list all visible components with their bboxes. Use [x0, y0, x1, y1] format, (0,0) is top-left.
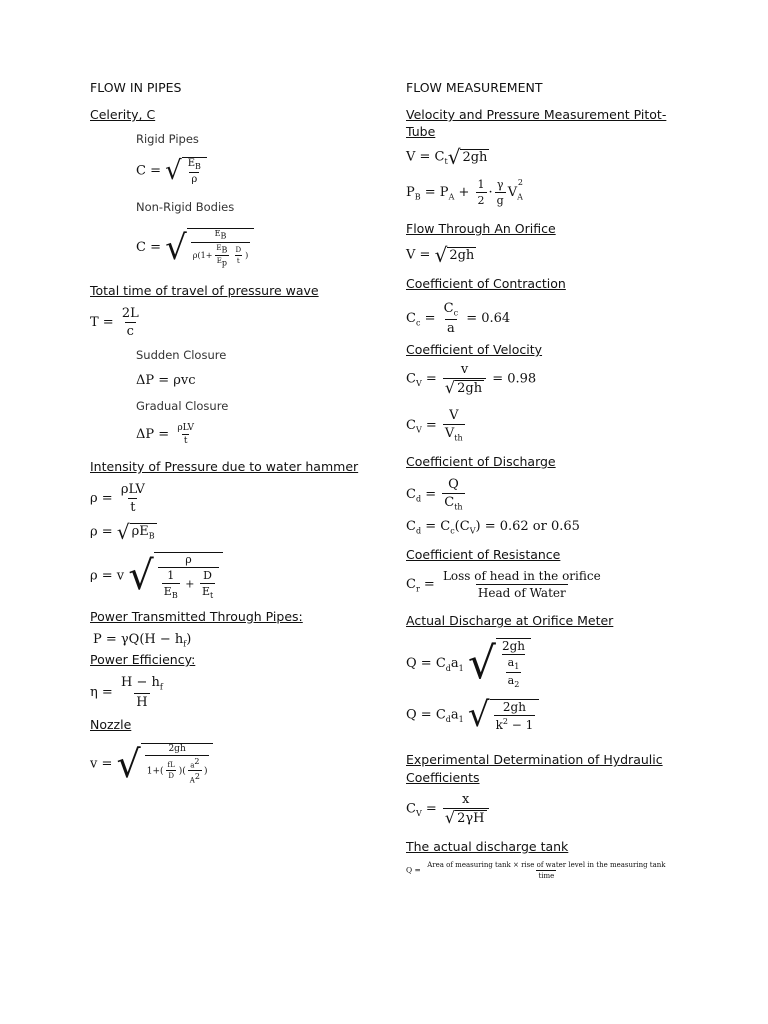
pitot-title-line1: Velocity and Pressure Measurement Pitot- — [406, 107, 667, 122]
rigid-celerity-equation: C = √ $\frac{E_B}{\rho}$ — [136, 157, 207, 185]
tank-equation: Q = Area of measuring tank × rise of water level in the measuring tank time — [406, 861, 666, 880]
travel-time-title: Total time of travel of pressure wave — [90, 283, 319, 298]
resistance-equation: $C_r$ = $\frac{\text{Loss of head in the orifice}}{\text{Head of Water}}$ — [406, 569, 601, 600]
celerity-title: Celerity, C — [90, 107, 156, 122]
tank-title: The actual discharge tank — [406, 839, 569, 854]
contraction-equation: $C_c$ = $\frac{C_c}{a}$ = 0.64 — [406, 301, 511, 336]
actual-orifice-equation-1: $Q = C_da_1$ √ $\frac{2gh}{\frac{a_1}{a_2}}$ — [406, 638, 531, 689]
actual-orifice-equation-2: $Q = C_da_1$ √ $\frac{2gh}{k^2 - 1}$ — [406, 698, 539, 732]
intensity-equation-3: ρ = v √ ρ $\frac{1}{E_B}$ + $\frac{D}{E_t}$ — [90, 552, 223, 600]
discharge-equation-2: $C_d = C_c(C_V) = 0.62$ or 0.65 — [406, 519, 580, 536]
power-equation: $P = \gamma Q(H - h_f)$ — [93, 632, 192, 649]
nozzle-equation: v = √ 2gh 1+( $\frac{fL}{D}$ )( $\frac{a^2}{A^2}$ ) — [90, 743, 213, 785]
power-efficiency-title: Power Efficiency: — [90, 652, 196, 667]
orifice-title: Flow Through An Orifice — [406, 221, 556, 236]
left-heading: FLOW IN PIPES — [90, 80, 182, 95]
experimental-title-line1: Experimental Determination of Hydraulic — [406, 752, 663, 767]
experimental-title-line2: Coefficients — [406, 770, 480, 785]
nozzle-title: Nozzle — [90, 717, 132, 732]
efficiency-equation: η = $\frac{H - h_f}{H}$ — [90, 675, 163, 710]
right-heading: FLOW MEASUREMENT — [406, 80, 543, 95]
non-rigid-celerity-equation: C = √ $E_B$ ρ(1+ $\frac{E_B}{E_p}$ $\frac{D}{t}$ ) — [136, 228, 254, 267]
sudden-closure-equation: ΔP = ρvc — [136, 373, 196, 388]
rigid-pipes-label: Rigid Pipes — [136, 132, 199, 146]
intensity-title: Intensity of Pressure due to water hammer — [90, 459, 359, 474]
sudden-closure-label: Sudden Closure — [136, 348, 227, 362]
intensity-equation-1: ρ = $\frac{\text{ρLV}}{t}$ — [90, 482, 145, 515]
experimental-equation: $C_V$ = x √ 2γH — [406, 792, 491, 826]
pitot-velocity-equation: $V = C_t$ √ 2gh — [406, 145, 488, 169]
gradual-closure-equation: ΔP = $\frac{\text{ρLV}}{t}$ — [136, 423, 195, 446]
discharge-equation-1: $C_d$ = $\frac{Q}{C_{th}}$ — [406, 477, 463, 512]
actual-orifice-title: Actual Discharge at Orifice Meter — [406, 613, 614, 628]
pitot-title-line2: Tube — [406, 124, 436, 139]
intensity-equation-2: ρ = √ $\rho E_B$ — [90, 520, 155, 544]
pitot-pressure-equation: $P_B = P_A$ + $\frac{1}{2}$ · $\frac{\gamma}{g}$ $V_A^2$ — [406, 177, 523, 207]
velocity-coeff-title: Coefficient of Velocity — [406, 342, 543, 357]
velocity-coeff-equation-1: $C_V$ = v √ 2gh = 0.98 — [406, 362, 537, 397]
contraction-title: Coefficient of Contraction — [406, 276, 566, 291]
gradual-closure-label: Gradual Closure — [136, 399, 229, 413]
velocity-coeff-equation-2: $C_V$ = $\frac{V}{V_{th}}$ — [406, 408, 463, 443]
orifice-equation: V = √ 2gh — [406, 243, 475, 267]
non-rigid-label: Non-Rigid Bodies — [136, 200, 235, 214]
resistance-title: Coefficient of Resistance — [406, 547, 561, 562]
travel-time-equation: T = $\frac{2L}{c}$ — [90, 306, 139, 339]
discharge-title: Coefficient of Discharge — [406, 454, 556, 469]
power-transmitted-title: Power Transmitted Through Pipes: — [90, 609, 303, 624]
